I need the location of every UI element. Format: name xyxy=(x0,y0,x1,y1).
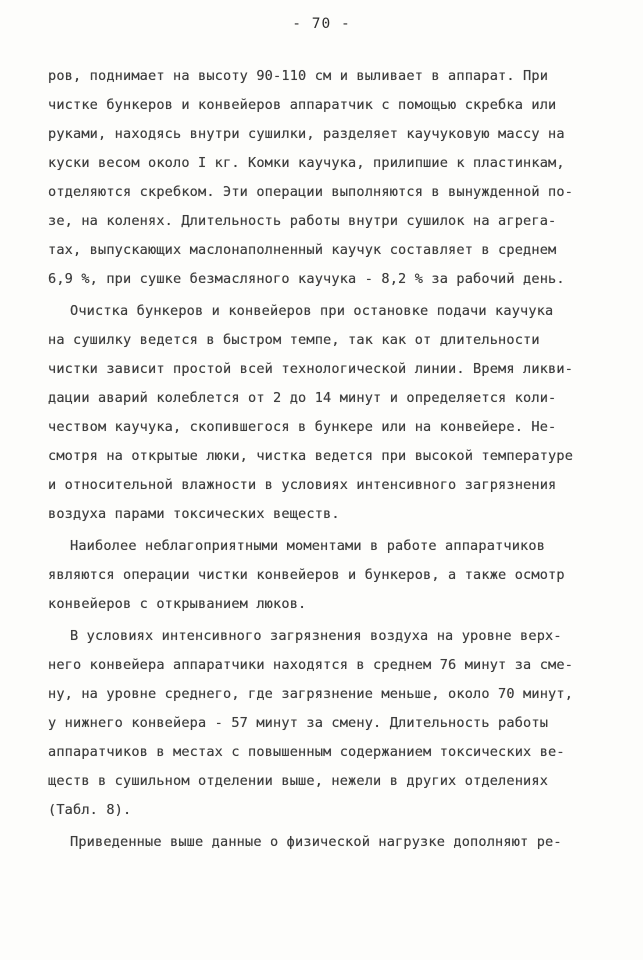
text-line: дации аварий колеблется от 2 до 14 минут и определяется коли- xyxy=(48,390,557,406)
text-line: 6,9 %, при сушке безмасляного каучука - 8,2 % за рабочий день. xyxy=(48,271,565,287)
text-line: ну, на уровне среднего, где загрязнение меньше, около 70 минут, xyxy=(48,686,574,702)
text-line: чеством каучука, скопившегося в бункере или на конвейере. Не- xyxy=(48,419,557,435)
text-line: отделяются скребком. Эти операции выполняются в вынужденной по- xyxy=(48,184,574,200)
text-line: (Табл. 8). xyxy=(48,802,132,818)
text-line: чистки зависит простой всей технологической линии. Время ликви- xyxy=(48,361,574,377)
text-line: на сушилку ведется в быстром темпе, так как от длительности xyxy=(48,332,540,348)
text-line: ров, поднимает на высоту 90-110 см и выливает в аппарат. При xyxy=(48,68,549,84)
text-line: тах, выпускающих маслонаполненный каучук составляет в среднем xyxy=(48,242,557,258)
text-line: у нижнего конвейера - 57 минут за смену. Длительность работы xyxy=(48,715,549,731)
text-line: В условиях интенсивного загрязнения воздуха на уровне верх- xyxy=(70,628,562,644)
text-line: Очистка бункеров и конвейеров при остановке подачи каучука xyxy=(70,303,554,319)
text-line: него конвейера аппаратчики находятся в среднем 76 минут за сме- xyxy=(48,657,574,673)
text-line: конвейеров с открыванием люков. xyxy=(48,596,307,612)
text-line: ществ в сушильном отделении выше, нежели в других отделениях xyxy=(48,773,549,789)
text-line: и относительной влажности в условиях интенсивного загрязнения xyxy=(48,477,557,493)
text-line: Приведенные выше данные о физической нагрузке дополняют ре- xyxy=(70,834,562,850)
text-line: руками, находясь внутри сушилки, разделяет каучуковую массу на xyxy=(48,126,565,142)
text-line: смотря на открытые люки, чистка ведется при высокой температуре xyxy=(48,448,574,464)
text-line: куски весом около I кг. Комки каучука, прилипшие к пластинкам, xyxy=(48,155,565,171)
text-line: чистке бункеров и конвейеров аппаратчик с помощью скребка или xyxy=(48,97,557,113)
text-line: зе, на коленях. Длительность работы внутри сушилок на агрега- xyxy=(48,213,557,229)
text-line: Наиболее неблагоприятными моментами в работе аппаратчиков xyxy=(70,538,546,554)
page-number: - 70 - xyxy=(292,16,351,32)
text-line: аппаратчиков в местах с повышенным содержанием токсических ве- xyxy=(48,744,565,760)
text-line: воздуха парами токсических веществ. xyxy=(48,506,340,522)
text-line: являются операции чистки конвейеров и бункеров, а также осмотр xyxy=(48,567,565,583)
